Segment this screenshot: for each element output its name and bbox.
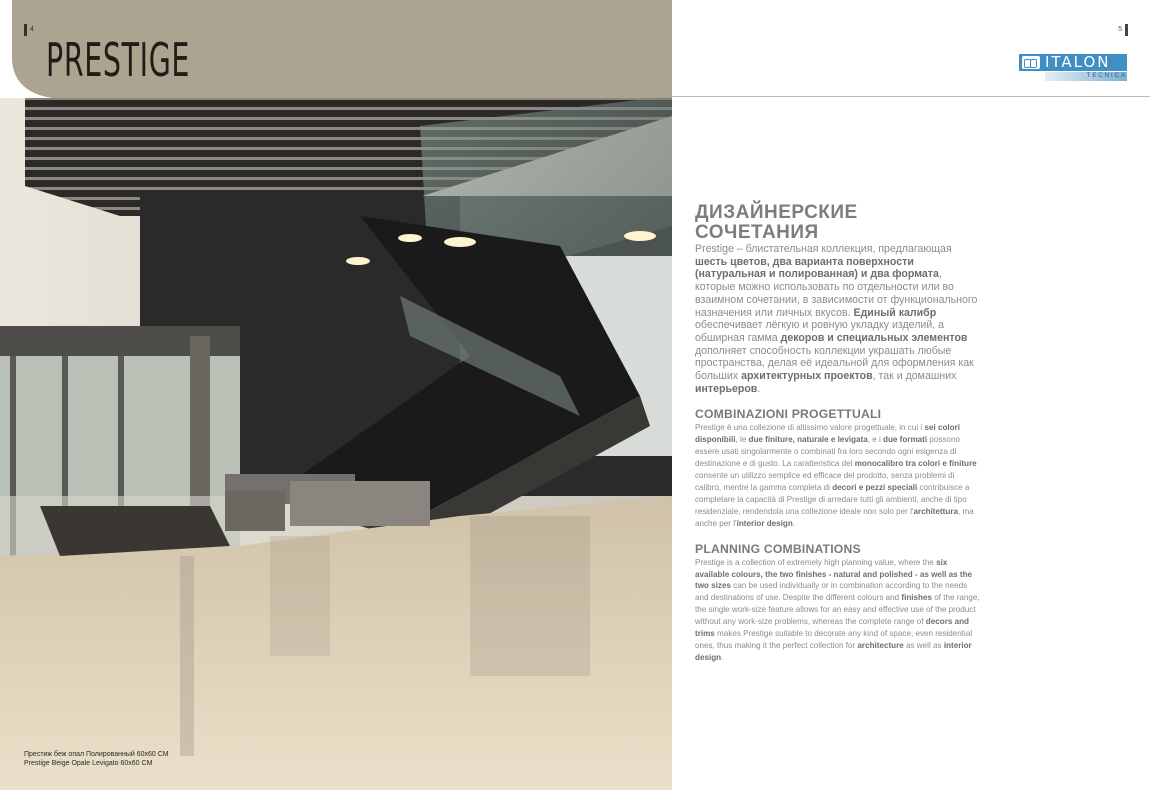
text-run: обеспечивает лёгкую и ровную укладку изделий, а обширная гамма	[695, 319, 945, 344]
it-body	[695, 422, 980, 529]
emphasis-run: Единый калибр	[853, 306, 937, 319]
text-run: makes Prestige suitable to decorate any kind of space, even residential ones, thus making it the perfect collection for	[695, 629, 973, 650]
logo-subtitle: TECNICA	[1045, 72, 1127, 81]
emphasis-run: архитектурных проектов	[741, 370, 873, 383]
emphasis-run: decors and trims	[695, 617, 969, 639]
text-column	[695, 203, 980, 664]
text-run: can be used individually or in combination according to the needs and destinations of use. Despite the different colours and	[695, 581, 968, 603]
emphasis-run: decori e pezzi speciali	[832, 482, 918, 492]
emphasis-run: six available colours, the two finishes - natural and polished - as well as the two sizes	[695, 557, 973, 591]
text-run: .	[757, 382, 761, 395]
text-run: .	[721, 652, 724, 662]
emphasis-run: due formati	[883, 435, 928, 445]
collection-title: PRESTIGE	[46, 33, 191, 87]
emphasis-run: интерьеров	[695, 382, 758, 395]
emphasis-run: декоров и специальных элементов	[780, 331, 968, 344]
emphasis-run: шесть цветов, два варианта поверхности (натуральная и полированная) и два формата	[695, 255, 939, 281]
caption-it: Prestige Beige Opale Levigato 60x60 CM	[24, 760, 153, 767]
text-run: , так и домашних	[872, 370, 957, 383]
text-run: , e i	[867, 435, 884, 445]
text-run: Prestige – блистательная коллекция, предлагающая	[695, 243, 952, 255]
emphasis-run: interior design	[736, 518, 793, 528]
emphasis-run: interior design	[695, 640, 972, 662]
emphasis-run: finishes	[901, 593, 932, 603]
logo-mark-icon	[1022, 56, 1040, 69]
text-run: , le	[735, 435, 749, 445]
ru-body	[695, 243, 980, 395]
text-run: Prestige è una collezione di altissimo valore progettuale, in cui i	[695, 423, 925, 433]
logo-box	[1019, 54, 1127, 71]
caption-ru: Престиж беж опал Полированный 60x60 СМ	[24, 751, 169, 758]
photo-caption	[24, 750, 169, 768]
italon-logo	[1019, 54, 1127, 82]
text-run: , ma anche per l'	[695, 506, 974, 528]
text-run: as well as	[903, 640, 944, 650]
right-page	[672, 0, 1150, 790]
text-run: , которые можно использовать по отдельности или во взаимном сочетании, в зависимости от функционального назначения или личных вкусов.	[695, 268, 978, 319]
ru-heading	[695, 203, 980, 243]
text-run: possono essere usati singolarmente o combinati fra loro secondo ogni esigenza di destinazione e di gusto. La caratteristica del	[695, 435, 960, 469]
text-run: дополняет способность коллекции украшать любые пространства, делая её идеальной для оформления как больших	[695, 344, 974, 383]
text-run: .	[792, 518, 796, 528]
page-number-left: 4	[24, 24, 34, 36]
ru-heading-line1: ДИЗАЙНЕРСКИЕ	[695, 202, 858, 223]
emphasis-run: sei colori disponibili	[695, 423, 960, 445]
emphasis-run: due finiture, naturale e levigata	[748, 435, 868, 445]
emphasis-run: architecture	[857, 640, 904, 650]
it-heading: COMBINAZIONI PROGETTUALI	[695, 407, 882, 422]
lobby-photo	[0, 96, 672, 790]
en-heading: PLANNING COMBINATIONS	[695, 541, 861, 556]
logo-name: ITALON	[1045, 53, 1111, 71]
page-number-right: 5	[1118, 24, 1128, 36]
en-body	[695, 557, 980, 664]
ru-heading-line2: СОЧЕТАНИЯ	[695, 222, 819, 243]
emphasis-run: architettura	[913, 506, 958, 516]
header-divider	[672, 96, 1150, 97]
text-run: of the range, the single work-size feature allows for an easy and effective use of the product without any work-size problems, whereas the complete range of	[695, 593, 980, 627]
text-run: Prestige is a collection of extremely high planning value, where the	[695, 557, 937, 567]
text-run: contribuisce a completare la capacità di Prestige di arredare tutti gli ambienti, anche di tipo residenziale, rendendola una collezione ideale non solo per l'	[695, 482, 970, 516]
emphasis-run: monocalibro tra colori e finiture	[854, 459, 977, 469]
text-run: consente un utilizzo semplice ed efficace del prodotto, senza problemi di calibro, mentre la gamma completa di	[695, 471, 955, 492]
